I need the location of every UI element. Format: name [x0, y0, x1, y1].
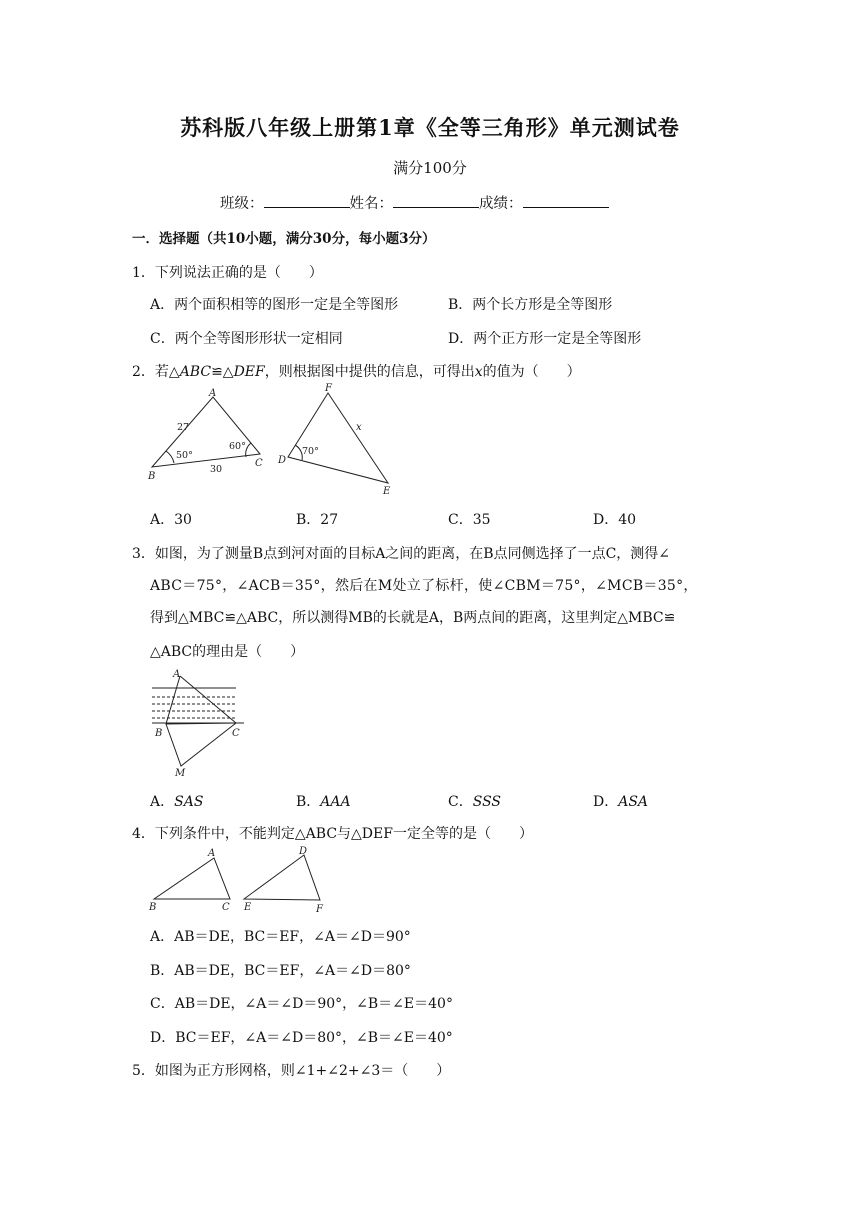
q1-option-b: B．两个长方形是全等图形	[448, 297, 613, 313]
q2-label-d: D	[278, 455, 287, 466]
q2-stem	[132, 361, 581, 381]
q2-cong: ≌△	[211, 364, 234, 380]
q4-label-f: F	[316, 904, 323, 915]
q2-label-a: A	[209, 388, 217, 399]
q4-label-a: A	[208, 848, 216, 859]
q3-option-a	[150, 791, 203, 811]
class-label: 班级：	[220, 196, 264, 212]
q3-option-b-text: AAA	[320, 794, 351, 810]
q3-label-b: B	[155, 728, 163, 739]
q2-angle-b: 50°	[176, 450, 193, 461]
q2-def: DEF	[233, 364, 265, 380]
q2-label-f: F	[325, 383, 332, 394]
q1-option-c: C．两个全等图形形状一定相同	[150, 331, 343, 347]
q3-figure	[140, 666, 250, 780]
q3-option-d-text: ASA	[618, 794, 649, 810]
q2-len-ab: 27	[177, 422, 190, 433]
q3-option-c	[448, 791, 501, 811]
q2-angle-b-arc	[166, 451, 174, 463]
page-title: 苏科版八年级上册第1章《全等三角形》单元测试卷	[180, 115, 680, 140]
q2-triangle-def	[288, 393, 388, 483]
q4-triangle-def	[244, 855, 320, 900]
q3-option-c-letter: C．	[448, 794, 473, 810]
q3-label-m: M	[175, 768, 186, 779]
q3-stem-line2: ABC＝75°，∠ACB＝35°，然后在M处立了标杆，使∠CBM＝75°，∠MCB＝35°，	[150, 578, 698, 594]
q3-label-c: C	[232, 728, 240, 739]
q3-option-b-letter: B．	[296, 794, 321, 810]
score-blank	[523, 193, 609, 208]
q4-triangle-abc	[154, 858, 230, 899]
q2-triangle-abc	[152, 397, 260, 467]
q2-x: x	[474, 364, 483, 380]
q2-stem-part: ，则根据图中提供的信息，可得出	[264, 364, 475, 380]
q3-option-a-text: SAS	[174, 794, 204, 810]
q2-label-c: C	[255, 458, 263, 469]
q2-label-e: E	[383, 486, 391, 497]
q3-option-d-letter: D．	[593, 794, 619, 810]
q4-label-e: E	[244, 902, 252, 913]
q2-stem-part: 的值为（ ）	[482, 364, 581, 380]
q2-label-x: x	[356, 422, 362, 433]
q2-label-b: B	[148, 471, 156, 482]
q3-option-d	[593, 791, 648, 811]
section-heading: 一．选择题（共10小题，满分30分，每小题3分）	[132, 231, 436, 247]
q5-stem: 5．如图为正方形网格，则∠1+∠2+∠3＝（ ）	[132, 1063, 451, 1079]
q3-option-b	[296, 791, 351, 811]
name-label: 姓名：	[349, 196, 393, 212]
q1-option-d: D．两个正方形一定是全等图形	[448, 331, 642, 347]
q4-option-a: A．AB＝DE，BC＝EF，∠A＝∠D＝90°	[150, 929, 411, 945]
q4-label-b: B	[149, 902, 157, 913]
q2-len-bc: 30	[210, 464, 223, 475]
q4-figure	[140, 843, 340, 915]
q3-stem-line4: △ABC的理由是（ ）	[150, 644, 305, 660]
q3-triangle-abc	[166, 676, 236, 724]
q3-triangle-mbc	[166, 723, 236, 766]
q2-option-a: A．30	[150, 512, 192, 528]
q3-label-a: A	[173, 669, 181, 680]
q2-angle-d: 70°	[302, 446, 319, 457]
q2-figure	[140, 382, 400, 497]
q3-option-c-text: SSS	[472, 794, 501, 810]
q4-option-d: D．BC＝EF，∠A＝∠D＝80°，∠B＝∠E＝40°	[150, 1030, 453, 1046]
q4-label-d: D	[299, 846, 308, 857]
q2-option-c: C．35	[448, 512, 491, 528]
q4-option-b: B．AB＝DE，BC＝EF，∠A＝∠D＝80°	[150, 963, 411, 979]
q2-abc: ABC	[179, 364, 212, 380]
q2-option-d: D．40	[593, 512, 637, 528]
class-blank	[264, 193, 350, 208]
name-blank	[393, 193, 479, 208]
score-label: 成绩：	[479, 196, 523, 212]
q4-stem: 4．下列条件中，不能判定△ABC与△DEF一定全等的是（ ）	[132, 826, 533, 842]
q2-angle-c: 60°	[229, 441, 246, 452]
q2-stem-part: 2．若△	[132, 364, 180, 380]
q3-stem-line1: 3．如图，为了测量B点到河对面的目标A之间的距离，在B点同侧选择了一点C，测得∠	[132, 546, 671, 562]
q4-option-c: C．AB＝DE，∠A＝∠D＝90°，∠B＝∠E＝40°	[150, 996, 453, 1012]
q1-option-a: A．两个面积相等的图形一定是全等图形	[150, 297, 399, 313]
full-score: 满分100分	[393, 159, 467, 177]
q2-option-b: B．27	[296, 512, 339, 528]
q3-option-a-letter: A．	[150, 794, 175, 810]
q3-stem-line3: 得到△MBC≌△ABC，所以测得MB的长就是A，B两点间的距离，这里判定△MBC≌	[150, 610, 676, 626]
student-info-line	[220, 192, 609, 213]
q1-stem: 1．下列说法正确的是（ ）	[132, 265, 323, 281]
q4-label-c: C	[222, 902, 230, 913]
